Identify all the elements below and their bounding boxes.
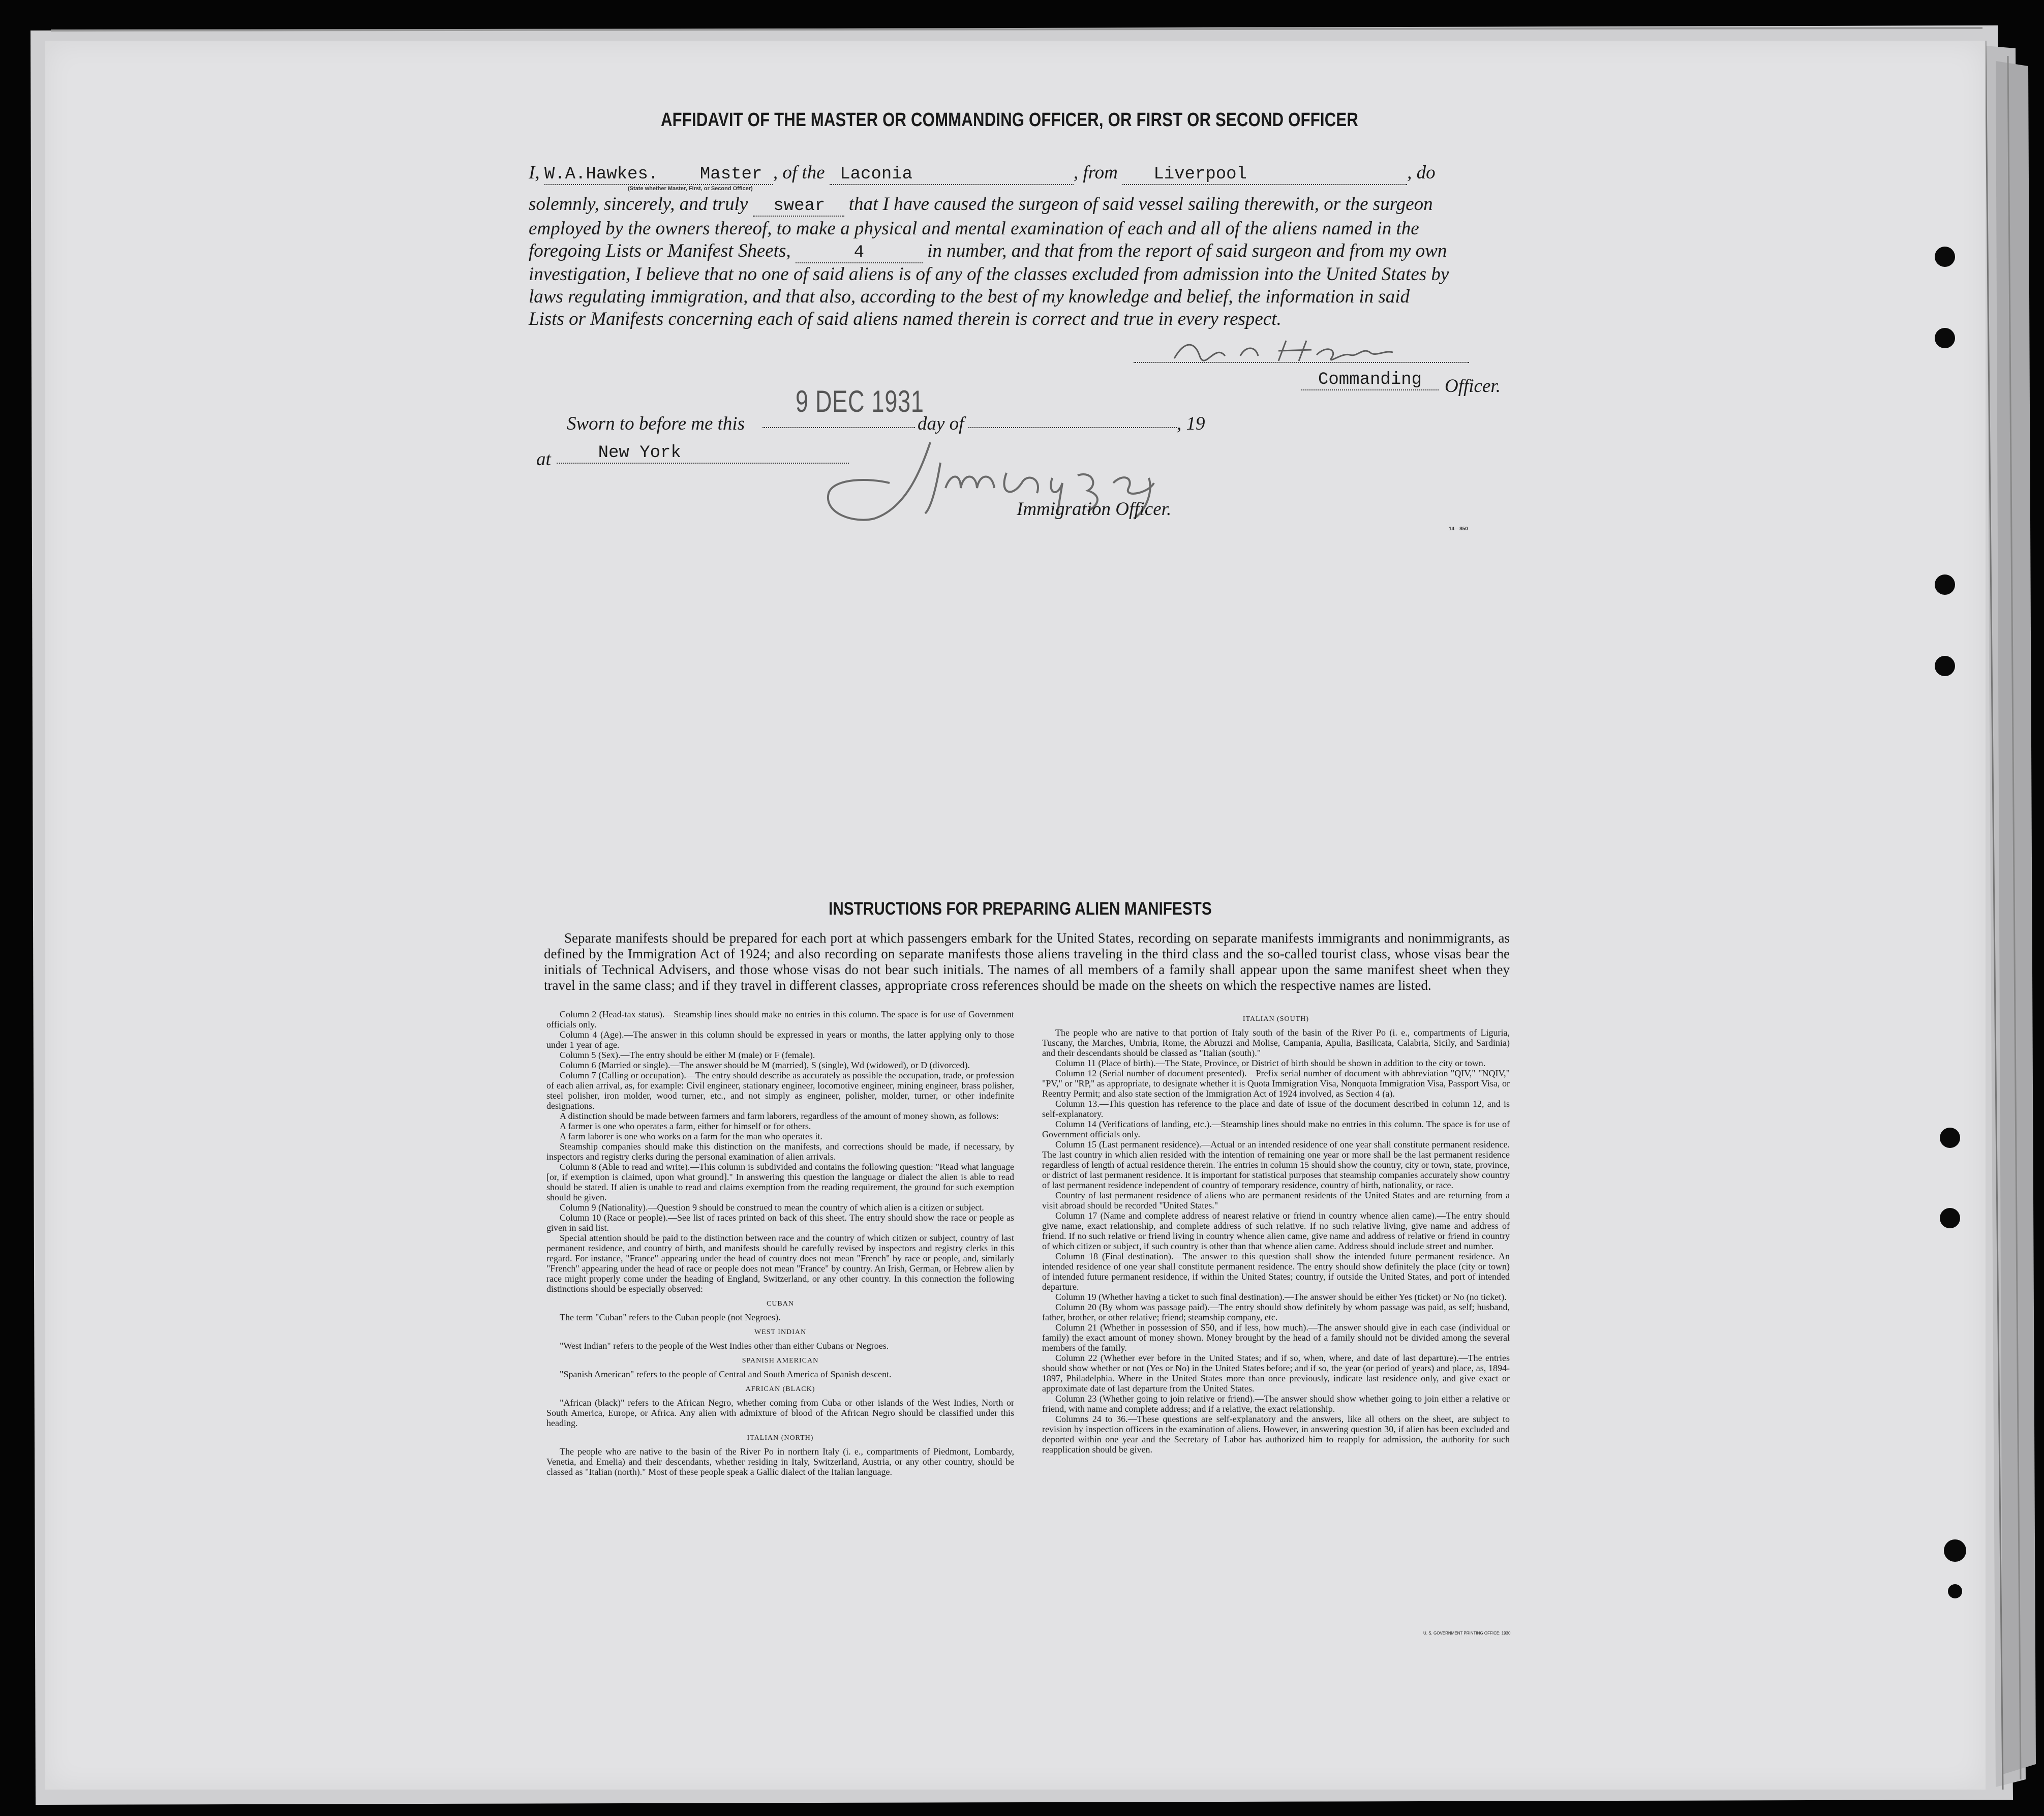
left-paragraphs xyxy=(546,1009,1014,1294)
do-label: , do xyxy=(1407,162,1436,183)
section-paragraph: "West Indian" refers to the people of the West Indies other than either Cubans or Negroes. xyxy=(560,1341,889,1351)
from-label: , from xyxy=(1073,162,1118,183)
section-paragraph: The term "Cuban" refers to the Cuban people (not Negroes). xyxy=(560,1312,781,1322)
instruction-paragraph: Special attention should be paid to the distinction between race and the country of which citizen or subject, country of last permanent residence, and country of birth, and manifests should be carefully revised by inspectors and registry clerks in this regard. For instance, "France" appearing under the head of country does not mean "French" by race or people, and, similarly "French" appearing under the head of race or people does not mean "France" by country. An Irish, German, or Hebrew alien by race might properly come under the heading of England, Switzerland, or any other country. In this connection the following distinctions should be especially observed: xyxy=(546,1233,1014,1294)
left-sections xyxy=(546,1299,1014,1477)
instruction-paragraph: A farm laborer is one who works on a farm for the man who operates it. xyxy=(560,1131,822,1141)
commanding-value: Commanding xyxy=(1318,370,1422,389)
instruction-paragraph: Column 4 (Age).—The answer in this column should be expressed in years or months, the latter applying only to those under 1 year of age. xyxy=(546,1030,1014,1050)
section-heading: CUBAN xyxy=(766,1300,794,1308)
instruction-paragraph: Column 8 (Able to read and write).—This column is subdivided and contains the following question: "Read what language [or, if exemption is claimed, upon what ground]." In answering this question the language or dialect the alien is able to read should be stated. If alien is unable to read and claims exemption from the reading requirement, the ground for such exemption should be given. xyxy=(546,1162,1014,1202)
foregoing-label: foregoing Lists or Manifest Sheets, xyxy=(529,240,791,261)
sheets-count-value: 4 xyxy=(853,243,865,262)
of-the-label: , of the xyxy=(773,162,825,183)
section-paragraph: "African (black)" refers to the African Negro, whether coming from Cuba or other islands of the West Indies, North or South America, Europe, or Africa. Any alien with admixture of blood of the African Negro should be classified under this heading. xyxy=(546,1398,1014,1428)
sworn-label: Sworn to before me this xyxy=(567,413,745,434)
affidavit-line-2 xyxy=(529,193,1433,217)
instruction-paragraph: Column 6 (Married or single).—The answer should be M (married), S (single), Wd (widowed), or D (divorced). xyxy=(560,1060,970,1070)
swear-field xyxy=(753,196,844,217)
instruction-paragraph: Column 14 (Verifications of landing, etc.).—Steamship lines should make no entries in this column. The space is for use of Government officials only. xyxy=(1042,1119,1510,1139)
instruction-paragraph: Column 17 (Name and complete address of nearest relative or friend in country whence alien came).—The entry should give name, exact relationship, and complete address of such relative. If no such relative living, give name and address of friend. If no such relative or friend living in country whence alien came, give name and address of relative or friend in country of which citizen or subject, if such country is other than that whence alien came. Address should include street and number. xyxy=(1042,1210,1510,1251)
affidavit-line-4-rest: in number, and that from the report of said surgeon and from my own xyxy=(927,240,1447,261)
officer-name-field xyxy=(544,165,773,185)
instruction-paragraph: Column 9 (Nationality).—Question 9 should be construed to mean the country of which alien is a citizen or subject. xyxy=(560,1202,984,1213)
right-paragraphs xyxy=(1042,1027,1510,1455)
instruction-paragraph: Column 23 (Whether going to join relative or friend).—The answer should show whether going to join either a relative or friend, with name and complete address; and if a relative, the exact relationship. xyxy=(1042,1394,1510,1414)
instruction-paragraph: Column 10 (Race or people).—See list of races printed on back of this sheet. The entry should show the race or people as given in said list. xyxy=(546,1213,1014,1233)
solemnly-label: solemnly, sincerely, and truly xyxy=(529,194,748,215)
affidavit-line-7: Lists or Manifests concerning each of said aliens named therein is correct and true in every respect. xyxy=(529,309,1282,329)
instruction-paragraph: Column 11 (Place of birth).—The State, Province, or District of birth should be shown in addition to the city or town. xyxy=(1055,1058,1486,1068)
section-heading: WEST INDIAN xyxy=(754,1328,807,1336)
place-value: New York xyxy=(598,443,681,463)
immigration-officer-label: Immigration Officer. xyxy=(1017,499,1172,520)
immigration-officer-signature-image xyxy=(813,432,1230,549)
sworn-month-field xyxy=(968,427,1177,428)
officer-rank-value: Master xyxy=(699,165,762,184)
vessel-field xyxy=(830,165,1074,185)
section-heading: AFRICAN (BLACK) xyxy=(745,1385,815,1393)
instructions-right-column xyxy=(1042,1009,1510,1455)
instruction-paragraph: Column 2 (Head-tax status).—Steamship lines should make no entries in this column. The space is for use of Government officials only. xyxy=(546,1009,1014,1030)
section-heading: SPANISH AMERICAN xyxy=(742,1357,819,1365)
port-value: Liverpool xyxy=(1153,165,1247,184)
vessel-value: Laconia xyxy=(840,165,913,184)
form-number: 14—850 xyxy=(1449,526,1468,532)
instruction-paragraph: Column 7 (Calling or occupation).—The entry should describe as accurately as possible the occupation, trade, or profession of each alien arrival, as, for example: Civil engineer, stationary engineer, locomotive engineer, mining engineer, brass polisher, steel polisher, iron molder, wood turner, etc., and not simply as engineer, polisher, molder, turner, or other indefinite designations. xyxy=(546,1070,1014,1111)
instruction-paragraph: Column 5 (Sex).—The entry should be either M (male) or F (female). xyxy=(560,1050,815,1060)
instructions-left-column xyxy=(546,1009,1014,1477)
instruction-paragraph: Column 13.—This question has reference to the place and date of issue of the document described in column 12, and is self-explanatory. xyxy=(1042,1099,1510,1119)
sheets-count-field xyxy=(796,243,923,263)
affidavit-title: AFFIDAVIT OF THE MASTER OR COMMANDING OFFICER, OR FIRST OR SECOND OFFICER xyxy=(661,109,1359,131)
year-prefix-label: , 19 xyxy=(1177,413,1205,434)
instruction-paragraph: Column 12 (Serial number of document presented).—Prefix serial number of document with abbreviation "QIV," "NQIV," "PV," or "RP," as appropriate, to designate whether it is Quota Immigration Visa, Nonquota Immigration Visa, Passport Visa, or Reentry Permit; and also state section of the Immigration Act of 1924 involved, as Section 4 (a). xyxy=(1042,1068,1510,1099)
swear-value: swear xyxy=(773,196,826,216)
affidavit-line-2-rest: that I have caused the surgeon of said vessel sailing therewith, or the surgeon xyxy=(848,194,1433,215)
date-stamp: 9 DEC 1931 xyxy=(796,384,924,418)
instruction-paragraph: Column 22 (Whether ever before in the United States; and if so, when, where, and date of last departure).—The entries should show whether or not (Yes or No) in the United States before; and if so, the year (or period of years) and place, as, 1894-1897, Philadelphia. Where in the United States more than once previously, indicate last residence only, and give exact or approximate date of last departure from the United States. xyxy=(1042,1353,1510,1394)
section-paragraph: "Spanish American" refers to the people of Central and South America of Spanish descent. xyxy=(560,1369,892,1379)
instruction-paragraph: Column 18 (Final destination).—The answer to this question shall show the intended future permanent residence. An intended residence of one year shall constitute permanent residence. The entry should show definitely the place (city or town) of intended future permanent residence, if within the United States; country, if outside the United States, and port of intended departure. xyxy=(1042,1251,1510,1292)
affidavit-line-5: investigation, I believe that no one of said aliens is of any of the classes excluded from admission into the United States by xyxy=(529,264,1449,285)
rank-caption: (State whether Master, First, or Second Officer) xyxy=(628,186,753,192)
affidavit-i-label: I, xyxy=(529,162,540,183)
officer-suffix-label: Officer. xyxy=(1445,376,1501,397)
instruction-paragraph: The people who are native to that portion of Italy south of the basin of the River Po (i. e., compartments of Liguria, Tuscany, the Marches, Umbria, Rome, the Abruzzi and Molise, Campania, Apulia, Basilicata, Calabria, Sicily, and Sardinia) and their descendants should be classed as "Italian (south)." xyxy=(1042,1027,1510,1058)
instruction-paragraph: Column 19 (Whether having a ticket to such final destination).—The answer should be either Yes (ticket) or No (no ticket). xyxy=(1055,1292,1507,1302)
instructions-intro: Separate manifests should be prepared for each port at which passengers embark for the United States, recording on separate manifests immigrants and nonimmigrants, as defined by the Immigration Act of 1924; and also recording on separate manifests those aliens traveling in the third class and the so-called tourist class, whose visas bear the initials of Technical Advisers, and those whose visas do not bear such initials. The names of all members of a family shall appear upon the same manifest sheet when they travel in the same class; and if they travel in different classes, appropriate cross references should be made on the sheets on which the respective names are listed. xyxy=(544,930,1510,993)
instruction-paragraph: Columns 24 to 36.—These questions are self-explanatory and the answers, like all others on the sheet, are subject to revision by inspection officers in the examination of aliens. However, in answering question 30, if alien has been excluded and deported within one year and the Secretary of Labor has authorized him to reapply for admission, the authority for such reapplication should be given. xyxy=(1042,1414,1510,1455)
instruction-paragraph: Steamship companies should make this distinction on the manifests, and corrections should be made, if necessary, by inspectors and registry clerks during the personal examination of alien arrivals. xyxy=(546,1141,1014,1162)
section-paragraph: The people who are native to the basin of the River Po in northern Italy (i. e., compartments of Piedmont, Lombardy, Venetia, and Emelia) and their descendants, whether residing in Italy, Switzerland, Austria, or any other country, should be classed as "Italian (north)." Most of these people speak a Gallic dialect of the Italian language. xyxy=(546,1446,1014,1477)
instructions-title: INSTRUCTIONS FOR PREPARING ALIEN MANIFESTS xyxy=(829,899,1212,919)
instruction-paragraph: Column 15 (Last permanent residence).—Actual or an intended residence of one year shall constitute permanent residence. The last country in which alien resided with the intention of remaining one year or more shall be the last permanent residence regardless of length of actual residence therein. The entries in column 15 should show the country, city or town, state, province, or district of last permanent residence. It is important for statistical purposes that steamship companies accurately show country of last permanent residence independent of country of temporary residence, country of birth, nationality, or race. xyxy=(1042,1139,1510,1190)
affidavit-line-6: laws regulating immigration, and that also, according to the best of my knowledge and belief, the information in said xyxy=(529,286,1410,307)
instruction-paragraph: Country of last permanent residence of aliens who are permanent residents of the United States and are returning from a visit abroad should be recorded "United States." xyxy=(1042,1190,1510,1210)
instruction-paragraph: Column 20 (By whom was passage paid).—The entry should show definitely by whom passage was paid, as self; husband, father, brother, or other relative; friend; steamship company, etc. xyxy=(1042,1302,1510,1322)
instruction-paragraph: A distinction should be made between farmers and farm laborers, regardless of the amount of money shown, as follows: xyxy=(560,1111,999,1121)
instruction-paragraph: A farmer is one who operates a farm, either for himself or for others. xyxy=(560,1121,811,1131)
affidavit-line-4 xyxy=(529,240,1447,263)
instruction-paragraph: Column 21 (Whether in possession of $50, and if less, how much).—The answer should give in each case (individual or family) the exact amount of money shown. Money brought by the head of a family should not be divided among the several members of the family. xyxy=(1042,1322,1510,1353)
master-signature-image xyxy=(1169,336,1433,366)
affidavit-line-1 xyxy=(529,162,1436,185)
printer-note: U. S. GOVERNMENT PRINTING OFFICE: 1930 xyxy=(1423,1631,1511,1636)
day-of-label: day of xyxy=(918,413,964,434)
italian-south-heading: ITALIAN (SOUTH) xyxy=(1242,1015,1309,1023)
place-field xyxy=(557,443,849,464)
officer-name-value: W.A.Hawkes. xyxy=(544,165,659,184)
port-field xyxy=(1122,165,1407,185)
section-heading: ITALIAN (NORTH) xyxy=(747,1434,814,1442)
affidavit-line-3: employed by the owners thereof, to make a physical and mental examination of each and all of the aliens named in the xyxy=(529,218,1419,239)
commanding-field xyxy=(1301,370,1439,390)
sworn-day-field xyxy=(762,427,915,428)
at-label: at xyxy=(536,449,551,470)
